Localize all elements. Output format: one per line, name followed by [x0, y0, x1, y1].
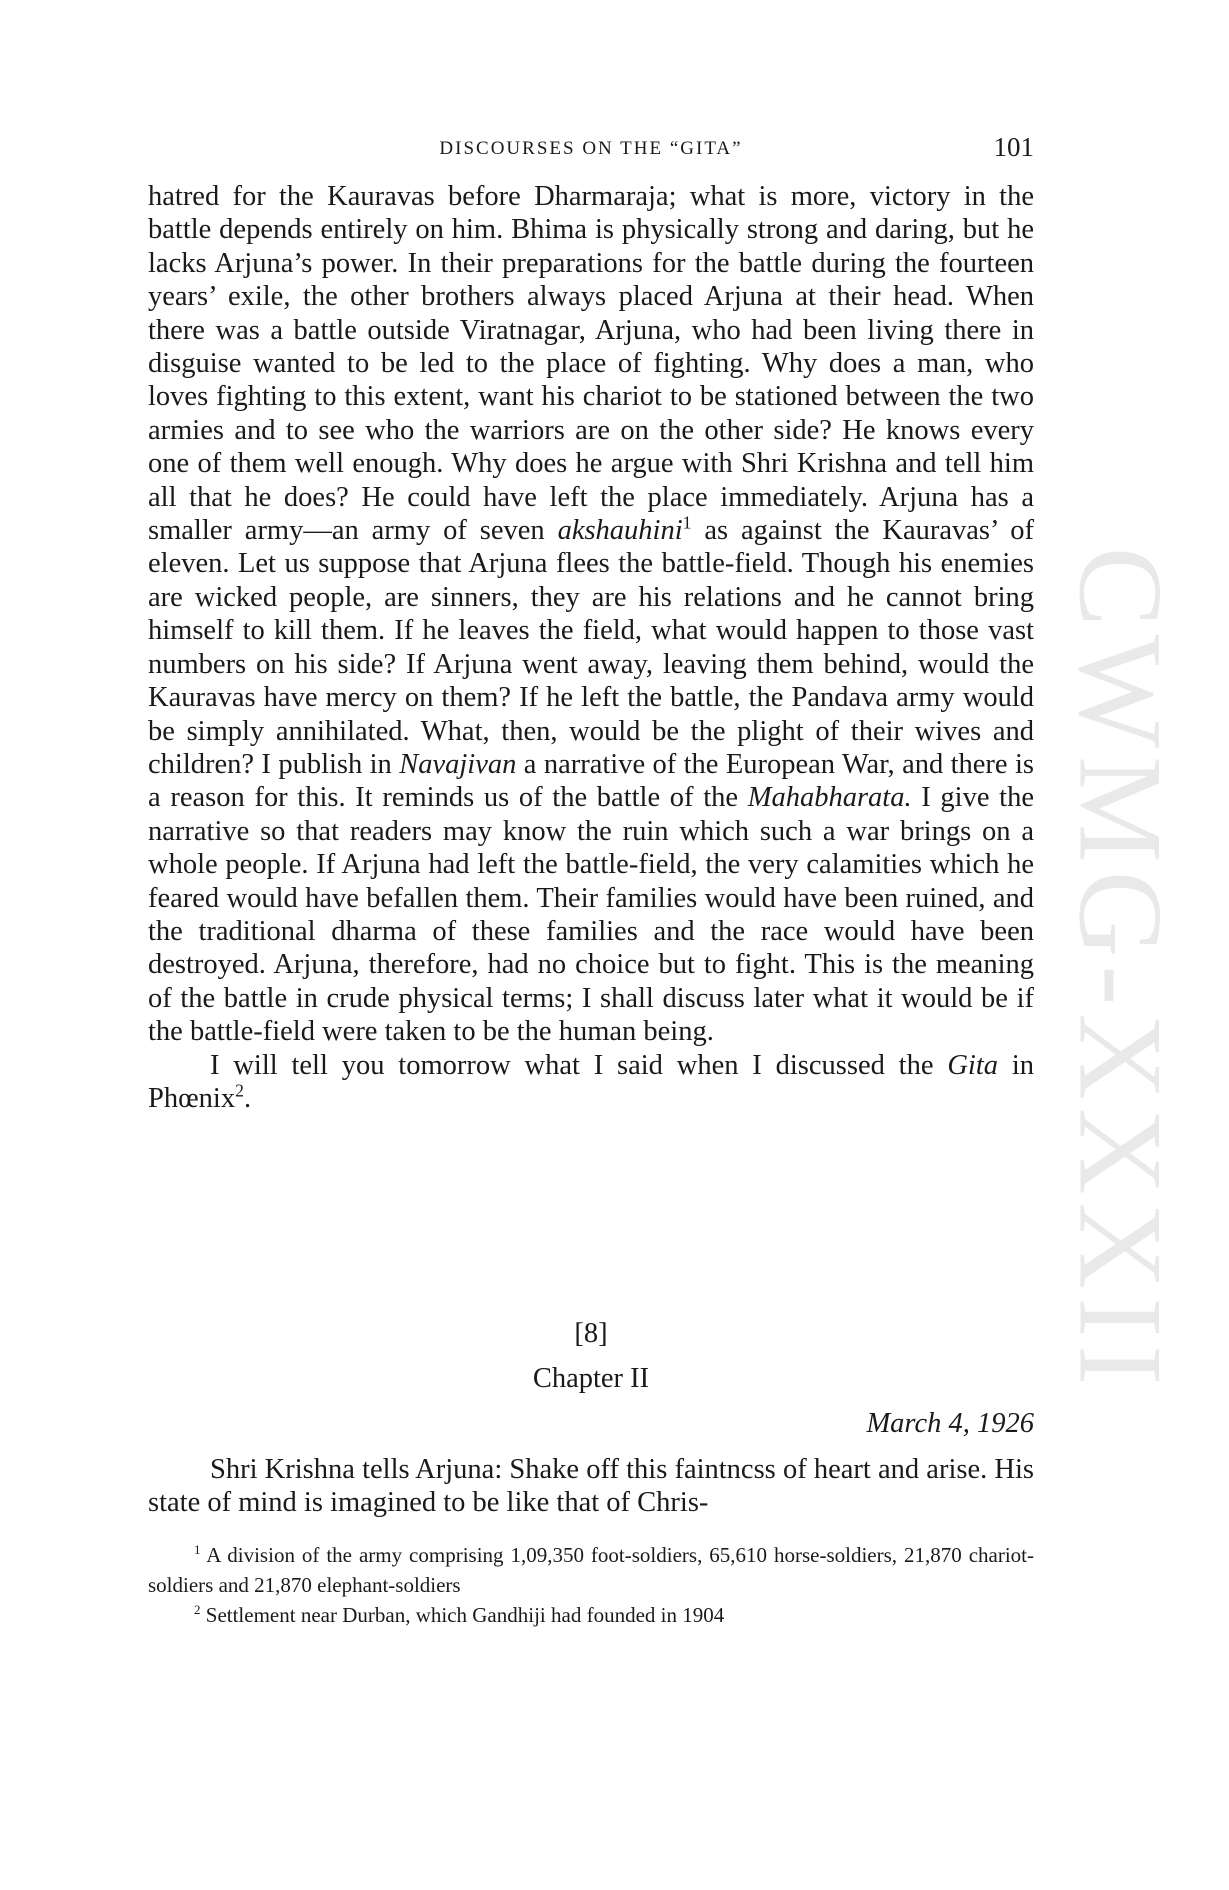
- title-mahabharata: Mahabharata.: [747, 782, 912, 814]
- main-text: [148, 180, 1034, 1115]
- footnotes: [148, 1540, 1034, 1630]
- term-akshauhini: akshauhini: [557, 515, 683, 547]
- paragraph-3: Shri Krishna tells Arjuna: Shake off this faintncss of heart and arise. His state of mind is imagined to be like that of Chris-: [148, 1454, 1034, 1519]
- footnote-2: [148, 1600, 1034, 1630]
- footnote-2-text: Settlement near Durban, which Gandhiji had founded in 1904: [200, 1603, 725, 1627]
- section-number: [8]: [574, 1318, 608, 1349]
- running-head-title: DISCOURSES ON THE “GITA”: [439, 138, 743, 159]
- page-number: 101: [993, 132, 1034, 162]
- footnote-1: [148, 1540, 1034, 1600]
- title-gita: Gita: [947, 1049, 998, 1081]
- running-head: [148, 132, 1034, 166]
- chapter-text: [148, 1453, 1034, 1520]
- paragraph-1-part-3: a narrative of the European War, and there is a reason for this. It reminds us of the battle of the: [148, 748, 1034, 814]
- watermark-text: CWMG-XXXII: [1054, 546, 1187, 1394]
- paragraph-2-part-2: in Phœnix: [148, 1049, 1034, 1114]
- paragraph-1-part-4: I give the narrative so that readers may know the ruin which such a war brings on a whole people. If Arjuna had left the battle-field, the very calamities which he feared would have befallen them. Their families would have been ruined, and the traditional dharma of these families and the race would have been destroyed. Arjuna, therefore, had no choice but to fight. This is the meaning of the battle in crude physical terms; I shall discuss later what it would be if the battle-field were taken to be the human being.: [148, 782, 1034, 1048]
- paragraph-1-part-1: hatred for the Kauravas before Dharmaraja; what is more, victory in the battle depends entirely on him. Bhima is physically strong and daring, but he lacks Arjuna’s power. In their preparations for the battle during the fourteen years’ exile, the other brothers always placed Arjuna at their head. When there was a battle outside Viratnagar, Arjuna, who had been living there in disguise wanted to be led to the place of fighting. Why does a man, who loves fighting to this extent, want his chariot to be stationed between the two armies and to see who the warriors are on the other side? He knows every one of them well enough. Why does he argue with Shri Krishna and tell him all that he does? He could have left the place immediately. Arjuna has a smaller army—an army of seven: [148, 181, 1034, 547]
- title-navajivan: Navajivan: [399, 748, 517, 780]
- dateline: March 4, 1926: [866, 1408, 1034, 1439]
- paragraph-2-part-1: I will tell you tomorrow what I said when I discussed the: [210, 1049, 948, 1081]
- paragraph-2-part-3: .: [243, 1082, 252, 1114]
- paragraph-1: [148, 180, 1034, 1049]
- chapter-heading: Chapter II: [532, 1363, 650, 1394]
- paragraph-2: [148, 1049, 1034, 1116]
- paragraph-1-part-2: as against the Kauravas’ of eleven. Let us suppose that Arjuna flees the battle-field. Though his enemies are wicked people, are sinners, they are his relations and he cannot bring himself to kill them. If he leaves the field, what would happen to those vast numbers on his side? If Arjuna went away, leaving them behind, would the Kauravas have mercy on them? If he left the battle, the Pandava army would be simply annihilated. What, then, would be the plight of their wives and children? I publish in: [148, 515, 1034, 780]
- footnote-2-marker: 2: [194, 1602, 201, 1617]
- watermark: [1000, 420, 1229, 1520]
- footnote-ref-1: 1: [682, 512, 692, 533]
- footnote-1-marker: 1: [194, 1542, 201, 1557]
- footnote-ref-2: 2: [235, 1080, 244, 1101]
- footnote-1-text: A division of the army comprising 1,09,350 foot-soldiers, 65,610 horse-soldiers, 21,870 chariot-soldiers and 21,870 elephant-soldiers: [148, 1543, 1034, 1597]
